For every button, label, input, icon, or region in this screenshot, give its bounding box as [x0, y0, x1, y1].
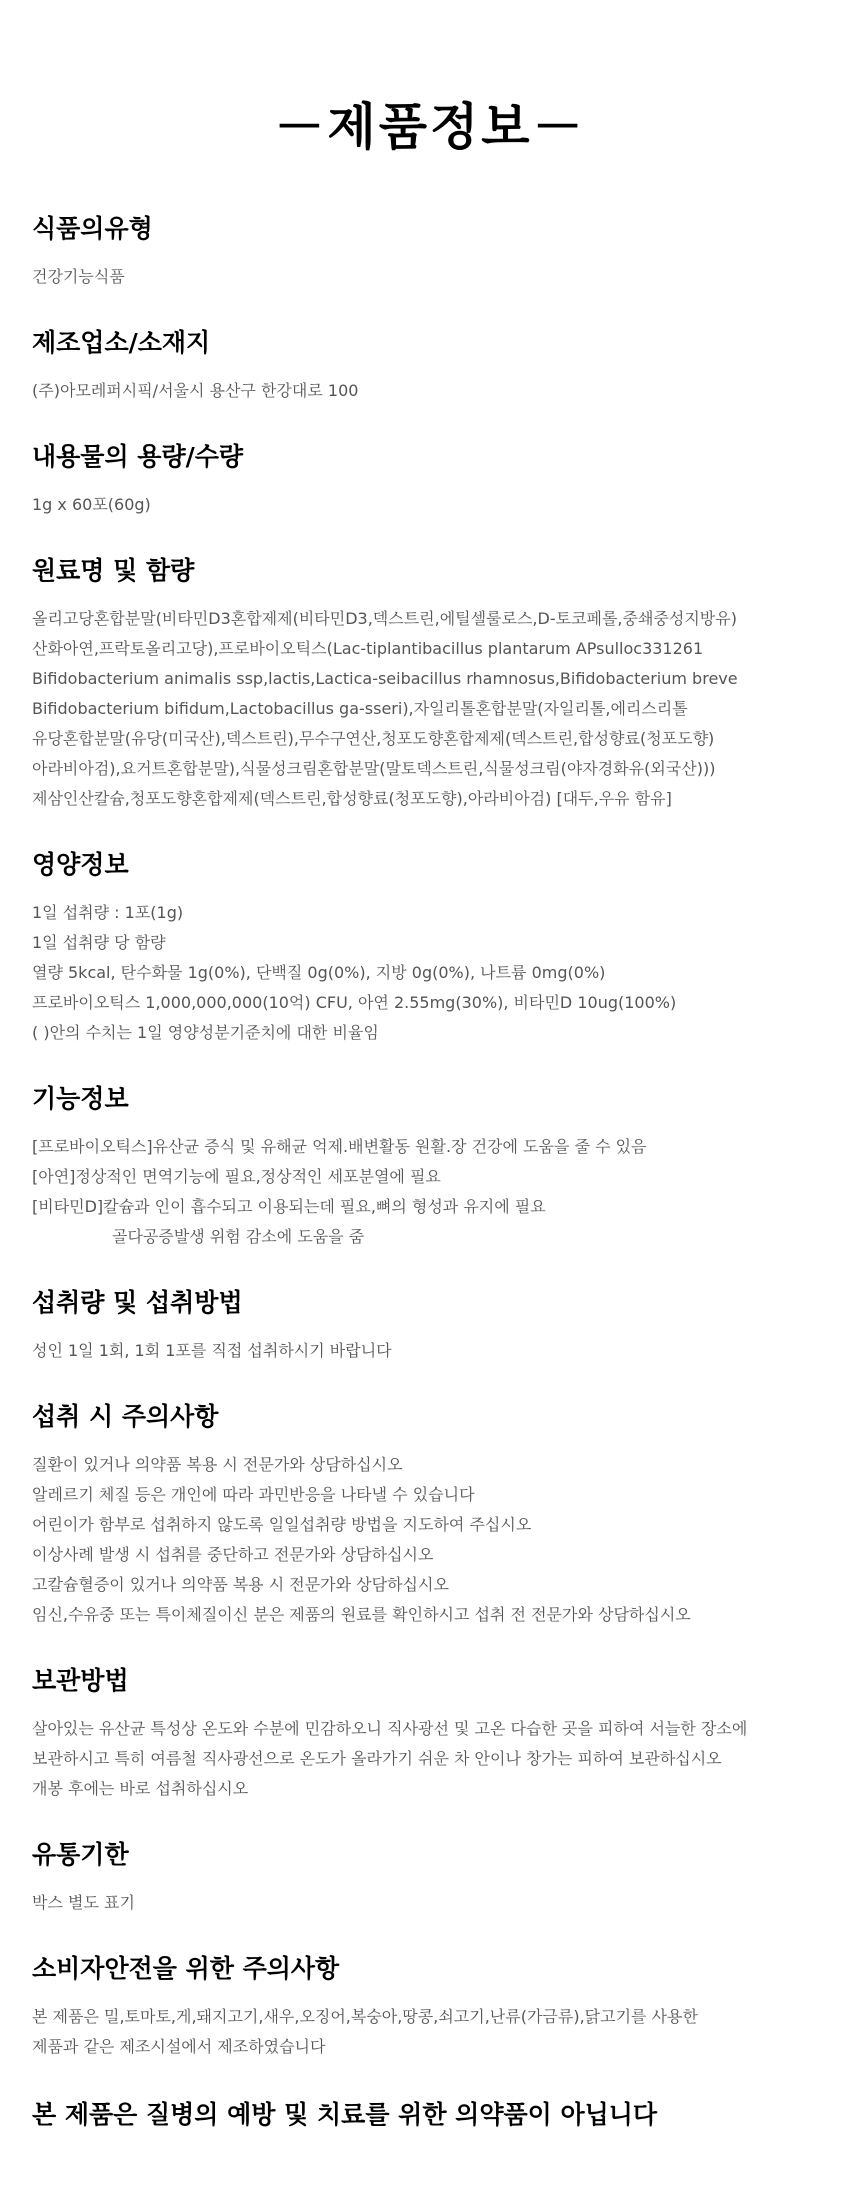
section-expiration	[32, 1840, 828, 1918]
section-line: 건강기능식품	[32, 267, 125, 286]
section-intake-caution	[32, 1402, 828, 1630]
section-function-info	[32, 1084, 828, 1252]
product-info-sections	[32, 214, 828, 2062]
section-line: 임신,수유중 또는 특이체질이신 분은 제품의 원료를 확인하시고 섭취 전 전문가와 상담하십시오	[32, 1605, 691, 1624]
section-ingredients	[32, 556, 828, 814]
section-line: [프로바이오틱스]유산균 증식 및 유해균 억제.배변활동 원활.장 건강에 도움을 줄 수 있음	[32, 1137, 647, 1156]
section-line: 산화아연,프락토올리고당),프로바이오틱스(Lac-tiplantibacillus plantarum APsulloc331261	[32, 639, 704, 658]
section-content-volume	[32, 442, 828, 520]
section-line: 유당혼합분말(유당(미국산),덱스트린),무수구연산,청포도향혼합제제(덱스트린,합성향료(청포도향)	[32, 729, 715, 748]
section-line: 제삼인산칼슘,청포도향혼합제제(덱스트린,합성향료(청포도향),아라비아검) [대두,우유 함유]	[32, 789, 672, 808]
section-line: 살아있는 유산균 특성상 온도와 수분에 민감하오니 직사광선 및 고온 다습한 곳을 피하여 서늘한 장소에	[32, 1719, 748, 1738]
section-line: 본 제품은 밀,토마토,게,돼지고기,새우,오징어,복숭아,땅콩,쇠고기,난류(가금류),닭고기를 사용한	[32, 2007, 698, 2026]
section-storage-method	[32, 1666, 828, 1804]
section-line: ( )안의 수치는 1일 영양성분기준치에 대한 비율임	[32, 1023, 379, 1042]
section-line: [아연]정상적인 면역기능에 필요,정상적인 세포분열에 필요	[32, 1167, 441, 1186]
section-consumer-safety	[32, 1954, 828, 2062]
section-body	[32, 376, 828, 406]
section-body	[32, 898, 828, 1048]
section-nutrition-info	[32, 850, 828, 1048]
section-heading: 영양정보	[32, 850, 129, 879]
section-line: 올리고당혼합분말(비타민D3혼합제제(비타민D3,덱스트린,에틸셀룰로스,D-토코페롤,중쇄중성지방유)	[32, 609, 737, 628]
section-body	[32, 1888, 828, 1918]
section-heading: 제조업소/소재지	[32, 328, 211, 357]
section-line: (주)아모레퍼시픽/서울시 용산구 한강대로 100	[32, 381, 359, 400]
closing-notice: 본 제품은 질병의 예방 및 치료를 위한 의약품이 아닙니다	[32, 2100, 658, 2129]
section-line: 제품과 같은 제조시설에서 제조하였습니다	[32, 2037, 326, 2056]
section-heading: 유통기한	[32, 1840, 129, 1869]
section-heading: 원료명 및 함량	[32, 556, 195, 585]
page-title: －제품정보－	[274, 98, 586, 156]
section-heading: 섭취량 및 섭취방법	[32, 1288, 243, 1317]
section-line: [비타민D]칼슘과 인이 흡수되고 이용되는데 필요,뼈의 형성과 유지에 필요	[32, 1197, 546, 1216]
section-heading: 내용물의 용량/수량	[32, 442, 244, 471]
section-line: Bifidobacterium animalis ssp,lactis,Lactica-seibacillus rhamnosus,Bifidobacterium breve	[32, 669, 738, 688]
section-body	[32, 490, 828, 520]
section-food-type	[32, 214, 828, 292]
section-body	[32, 1132, 828, 1252]
section-heading: 보관방법	[32, 1666, 129, 1695]
section-line: 1g x 60포(60g)	[32, 495, 151, 514]
section-line: 성인 1일 1회, 1회 1포를 직접 섭취하시기 바랍니다	[32, 1341, 392, 1360]
section-body	[32, 2002, 828, 2062]
section-body	[32, 1714, 828, 1804]
section-line: 질환이 있거나 의약품 복용 시 전문가와 상담하십시오	[32, 1455, 403, 1474]
section-line: 보관하시고 특히 여름철 직사광선으로 온도가 올라가기 쉬운 차 안이나 창가는 피하여 보관하십시오	[32, 1749, 722, 1768]
section-manufacturer	[32, 328, 828, 406]
section-line: 아라비아검),요거트혼합분말),식물성크림혼합분말(말토덱스트린,식물성크림(야자경화유(외국산)))	[32, 759, 716, 778]
section-line: 개봉 후에는 바로 섭취하십시오	[32, 1779, 249, 1798]
section-heading: 소비자안전을 위한 주의사항	[32, 1954, 340, 1983]
section-body	[32, 262, 828, 292]
section-line: Bifidobacterium bifidum,Lactobacillus ga-sseri),자일리톨혼합분말(자일리톨,에리스리톨	[32, 699, 688, 718]
section-line: 알레르기 체질 등은 개인에 따라 과민반응을 나타낼 수 있습니다	[32, 1485, 475, 1504]
section-line: 이상사례 발생 시 섭취를 중단하고 전문가와 상담하십시오	[32, 1545, 434, 1564]
section-intake-method	[32, 1288, 828, 1366]
section-line: 1일 섭취량 당 함량	[32, 933, 166, 952]
section-heading: 식품의유형	[32, 214, 153, 243]
section-line: 프로바이오틱스 1,000,000,000(10억) CFU, 아연 2.55mg(30%), 비타민D 10ug(100%)	[32, 993, 677, 1012]
section-heading: 기능정보	[32, 1084, 129, 1113]
section-body	[32, 604, 828, 814]
section-line: 어린이가 함부로 섭취하지 않도록 일일섭취량 방법을 지도하여 주십시오	[32, 1515, 532, 1534]
section-line: 열량 5kcal, 탄수화물 1g(0%), 단백질 0g(0%), 지방 0g(0%), 나트륨 0mg(0%)	[32, 963, 606, 982]
section-body	[32, 1450, 828, 1630]
section-heading: 섭취 시 주의사항	[32, 1402, 219, 1431]
section-line: 골다공증발생 위험 감소에 도움을 줌	[112, 1227, 365, 1246]
section-line: 1일 섭취량 : 1포(1g)	[32, 903, 184, 922]
section-line: 고칼슘혈증이 있거나 의약품 복용 시 전문가와 상담하십시오	[32, 1575, 449, 1594]
section-line: 박스 별도 표기	[32, 1893, 135, 1912]
section-body	[32, 1336, 828, 1366]
